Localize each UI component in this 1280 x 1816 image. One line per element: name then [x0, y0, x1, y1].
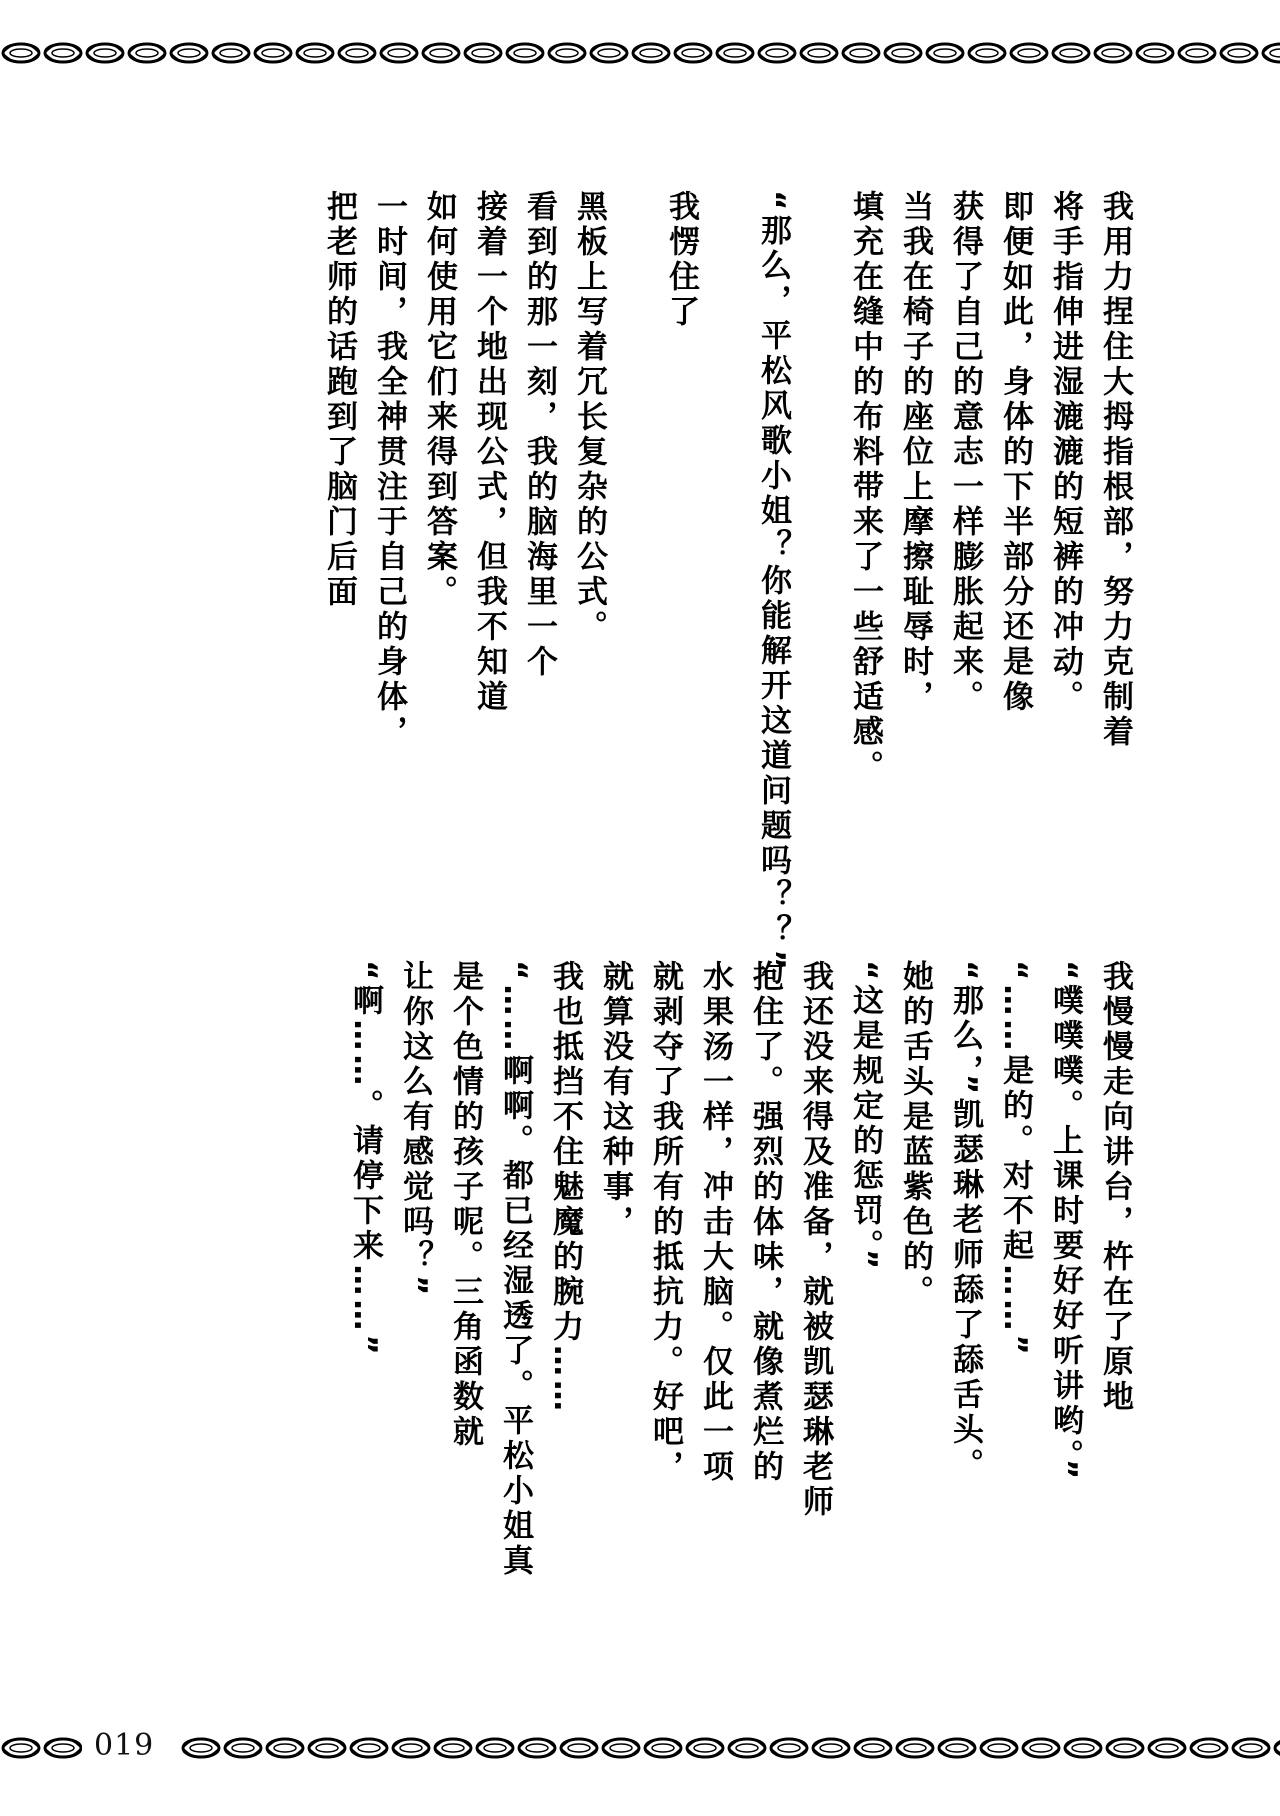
text-column: 黑板上写着冗长复杂的公式。 — [571, 190, 607, 645]
column-gap — [798, 190, 840, 930]
chain-border-top — [0, 30, 1280, 76]
text-column: “……是的。对不起……” — [997, 960, 1033, 1359]
page-number: 019 — [94, 1728, 155, 1763]
chain-border-bottom-right — [180, 1725, 1280, 1771]
text-column: “……啊啊。都已经湿透了。平松小姐真 — [497, 960, 533, 1580]
text-column: 水果汤一样，冲击大脑。仅此一项 — [697, 960, 733, 1485]
text-column: “噗噗噗。上课时要好好听讲哟。” — [1047, 960, 1083, 1484]
text-column: 我用力捏住大拇指根部，努力克制着 — [1097, 190, 1133, 750]
text-column: 看到的那一刻，我的脑海里一个 — [521, 190, 557, 680]
text-column: “那么，”凯瑟琳老师舔了舔舌头。 — [947, 960, 983, 1484]
text-column: 即便如此，身体的下半部分还是像 — [997, 190, 1033, 715]
text-column: 接着一个地出现公式，但我不知道 — [471, 190, 507, 715]
text-column: 如何使用它们来得到答案。 — [421, 190, 457, 610]
chain-border-bottom-left — [0, 1725, 82, 1771]
text-column: 就算没有这种事， — [597, 960, 633, 1240]
text-column: 获得了自己的意志一样膨胀起来。 — [947, 190, 983, 715]
text-column: 我慢慢走向讲台，杵在了原地 — [1097, 960, 1133, 1415]
column-gap — [614, 190, 656, 930]
text-column: 当我在椅子的座位上摩擦耻辱时， — [897, 190, 933, 715]
upper-text-block — [314, 190, 1140, 974]
text-column: 将手指伸进湿漉漉的短裤的冲动。 — [1047, 190, 1083, 715]
text-column: “那么，平松风歌小姐？你能解开这道问题吗？？” — [755, 190, 791, 974]
text-column: 填充在缝中的布料带来了一些舒适感。 — [847, 190, 883, 785]
text-column: 我也抵挡不住魅魔的腕力…… — [547, 960, 583, 1415]
text-column: 我还没来得及准备，就被凯瑟琳老师 — [797, 960, 833, 1520]
text-column: 是个色情的孩子呢。三角函数就 — [447, 960, 483, 1450]
lower-text-block — [340, 960, 1140, 1610]
text-column: 把老师的话跑到了脑门后面 — [321, 190, 357, 610]
text-column: 就剥夺了我所有的抵抗力。好吧， — [647, 960, 683, 1485]
text-column: 我愣住了 — [663, 190, 699, 330]
text-column: “这是规定的惩罚。” — [847, 960, 883, 1274]
text-column: 一时间，我全神贯注于自己的身体， — [371, 190, 407, 750]
text-column: “啊……。请停下来……” — [347, 960, 383, 1359]
text-column: 让你这么有感觉吗？” — [397, 960, 433, 1300]
column-gap — [706, 190, 748, 930]
text-column: 抱住了。强烈的体味，就像煮烂的 — [747, 960, 783, 1485]
text-column: 她的舌头是蓝紫色的。 — [897, 960, 933, 1310]
